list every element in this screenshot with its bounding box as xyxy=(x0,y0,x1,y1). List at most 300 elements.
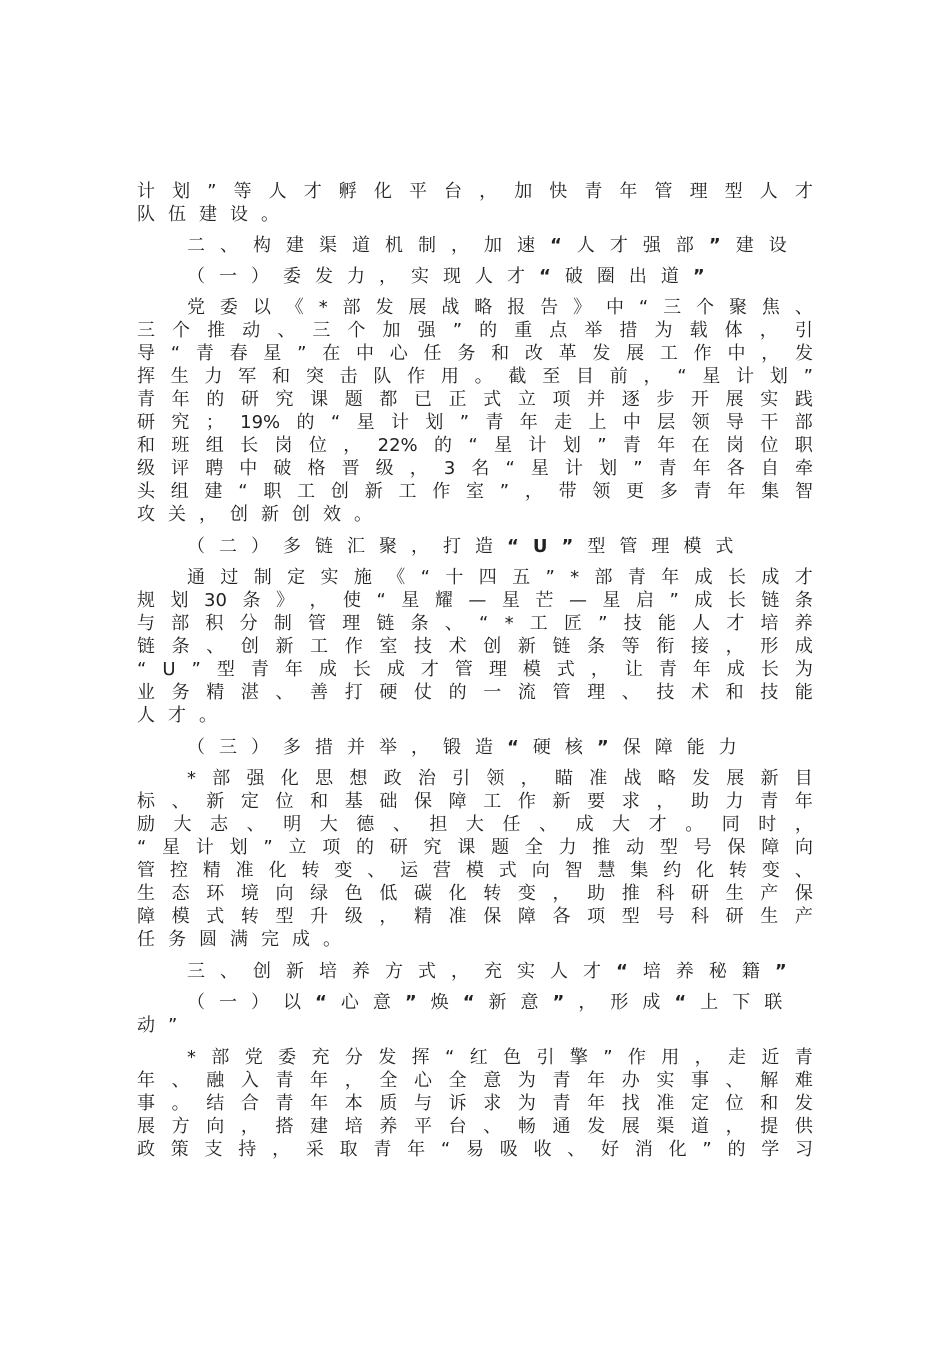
text-line xyxy=(187,736,863,760)
glyph: 个 xyxy=(347,320,366,341)
glyph: 位 xyxy=(725,1093,744,1114)
glyph: 职 xyxy=(794,435,813,456)
text-line xyxy=(137,635,813,659)
glyph: 计 xyxy=(137,181,155,202)
glyph: 导 xyxy=(137,343,155,364)
glyph: 青 xyxy=(658,659,677,680)
glyph: ， xyxy=(656,791,675,812)
glyph: 管 xyxy=(137,860,155,881)
glyph: ， xyxy=(343,435,362,456)
glyph: 研 xyxy=(725,906,744,927)
glyph: 技 xyxy=(656,682,675,703)
glyph: 集 xyxy=(761,481,780,502)
glyph: 易 xyxy=(465,1139,484,1160)
glyph: 条 xyxy=(410,613,429,634)
glyph: 意 xyxy=(483,1070,502,1091)
glyph: 的 xyxy=(727,1139,746,1160)
glyph: 准 xyxy=(589,768,608,789)
glyph: 流 xyxy=(517,682,536,703)
glyph: 合 xyxy=(240,1093,259,1114)
glyph: 班 xyxy=(171,435,190,456)
glyph: 才 xyxy=(583,961,601,982)
glyph: 级 xyxy=(375,458,394,479)
glyph: 想 xyxy=(349,768,368,789)
glyph: — xyxy=(468,590,487,611)
glyph: “ xyxy=(539,266,551,287)
glyph: ” xyxy=(191,659,201,680)
glyph: 结 xyxy=(206,1093,225,1114)
glyph: ” xyxy=(597,435,607,456)
glyph: “ xyxy=(616,961,628,982)
text-line xyxy=(137,503,813,527)
glyph: 志 xyxy=(210,814,229,835)
glyph: 汇 xyxy=(347,536,365,557)
glyph: 年 xyxy=(794,791,813,812)
glyph: 管 xyxy=(619,536,638,557)
glyph: 产 xyxy=(794,906,813,927)
glyph: 理 xyxy=(587,682,606,703)
glyph: 策 xyxy=(170,1139,189,1160)
glyph: 意 xyxy=(372,992,391,1013)
glyph: 理 xyxy=(342,613,361,634)
glyph: 工 xyxy=(529,613,548,634)
glyph: 人 xyxy=(137,705,155,726)
glyph: ” xyxy=(803,366,813,387)
glyph: 启 xyxy=(635,590,654,611)
glyph: 全 xyxy=(448,1070,467,1091)
glyph: 青 xyxy=(275,1093,294,1114)
glyph: ， xyxy=(240,1116,259,1137)
glyph: U xyxy=(532,536,548,557)
glyph: 力 xyxy=(718,737,737,758)
glyph: 在 xyxy=(322,343,341,364)
glyph: ” xyxy=(669,590,679,611)
glyph: 一 xyxy=(483,682,502,703)
glyph: 与 xyxy=(414,1093,432,1114)
glyph: 长 xyxy=(760,659,779,680)
glyph: 评 xyxy=(171,458,190,479)
glyph: 以 xyxy=(252,297,271,318)
glyph: 牵 xyxy=(794,458,813,479)
text-line xyxy=(137,411,813,435)
glyph: 星 xyxy=(263,343,282,364)
glyph: 养 xyxy=(352,961,370,982)
glyph: * xyxy=(318,297,328,318)
glyph: 头 xyxy=(137,481,155,502)
glyph: 收 xyxy=(533,1139,552,1160)
glyph: 和 xyxy=(272,366,291,387)
glyph: 至 xyxy=(542,366,561,387)
text-line xyxy=(137,434,813,458)
glyph: 管 xyxy=(308,613,327,634)
glyph: 全 xyxy=(379,1070,398,1091)
glyph: 新 xyxy=(261,504,279,525)
glyph: 建 xyxy=(310,1116,329,1137)
glyph: 术 xyxy=(691,682,709,703)
glyph: 星 xyxy=(162,837,181,858)
glyph: 位 xyxy=(308,435,327,456)
glyph: 的 xyxy=(206,389,225,410)
glyph: 人 xyxy=(759,181,778,202)
glyph: 能 xyxy=(794,682,813,703)
glyph: 关 xyxy=(168,504,186,525)
glyph: U xyxy=(162,659,176,680)
glyph: 。 xyxy=(323,929,341,950)
glyph: 规 xyxy=(137,590,155,611)
glyph: 聚 xyxy=(729,297,747,318)
text-line xyxy=(137,365,813,389)
glyph: 才 xyxy=(726,613,745,634)
glyph: 项 xyxy=(587,906,606,927)
glyph: 畅 xyxy=(517,1116,536,1137)
glyph: 担 xyxy=(429,814,448,835)
glyph: 模 xyxy=(522,659,541,680)
glyph: 业 xyxy=(137,682,155,703)
glyph: 才 xyxy=(303,181,322,202)
glyph: ； xyxy=(205,412,224,433)
glyph: ， xyxy=(759,320,778,341)
glyph: 才 xyxy=(648,814,667,835)
glyph: 道 xyxy=(691,1116,709,1137)
glyph: 青 xyxy=(485,412,504,433)
glyph: 位 xyxy=(760,435,779,456)
glyph: 为 xyxy=(517,1093,536,1114)
text-line xyxy=(137,704,813,728)
glyph: 化 xyxy=(448,883,467,904)
glyph: 青 xyxy=(760,791,779,812)
glyph: 解 xyxy=(760,1070,779,1091)
glyph: 多 xyxy=(283,536,301,557)
glyph: 部 xyxy=(794,412,813,433)
glyph: 取 xyxy=(339,1139,358,1160)
glyph: 速 xyxy=(517,235,535,256)
glyph: 年 xyxy=(587,1093,606,1114)
glyph: ” xyxy=(708,235,721,256)
glyph: 管 xyxy=(654,181,673,202)
glyph: 精 xyxy=(206,682,225,703)
glyph: 。 xyxy=(685,814,704,835)
glyph: 立 xyxy=(517,389,536,410)
glyph: 模 xyxy=(171,906,190,927)
glyph: 破 xyxy=(564,266,583,287)
glyph: 管 xyxy=(552,682,571,703)
glyph: 推 xyxy=(207,320,226,341)
glyph: 和 xyxy=(725,682,744,703)
glyph: 链 xyxy=(376,613,395,634)
glyph: 委 xyxy=(278,1047,297,1068)
glyph: 创 xyxy=(230,504,248,525)
glyph: 领 xyxy=(691,412,710,433)
glyph: 办 xyxy=(621,1070,640,1091)
glyph: 台 xyxy=(448,1116,467,1137)
glyph: 向 xyxy=(794,837,813,858)
text-line xyxy=(137,836,813,860)
glyph: 大 xyxy=(173,814,192,835)
glyph: 条 xyxy=(171,636,190,657)
glyph: 号 xyxy=(693,837,712,858)
glyph: 研 xyxy=(240,389,259,410)
glyph: 、 xyxy=(444,613,463,634)
glyph: 22% xyxy=(377,435,418,456)
glyph: 链 xyxy=(137,636,155,657)
glyph: 多 xyxy=(283,737,301,758)
glyph: 锻 xyxy=(443,737,461,758)
glyph: ” xyxy=(603,1047,613,1068)
glyph: 提 xyxy=(760,1116,779,1137)
glyph: 年 xyxy=(284,659,303,680)
glyph: 设 xyxy=(768,235,787,256)
glyph: 击 xyxy=(339,366,358,387)
glyph: 位 xyxy=(275,791,294,812)
glyph: 难 xyxy=(794,1070,813,1091)
glyph: 发 xyxy=(587,1116,606,1137)
text-line xyxy=(137,882,813,906)
glyph: * xyxy=(187,1047,196,1068)
glyph: 部 xyxy=(675,235,694,256)
glyph: 。 xyxy=(354,504,372,525)
glyph: 二 xyxy=(187,235,205,256)
text-line xyxy=(137,1092,813,1116)
glyph: 步 xyxy=(656,389,675,410)
glyph: 动 xyxy=(137,1015,155,1036)
glyph: 型 xyxy=(216,659,235,680)
glyph: 青 xyxy=(275,1070,294,1091)
glyph: 年 xyxy=(692,458,711,479)
glyph: 成 xyxy=(694,567,713,588)
glyph: 个 xyxy=(172,320,191,341)
glyph: ” xyxy=(552,992,565,1013)
glyph: 渠 xyxy=(656,1116,675,1137)
glyph: 造 xyxy=(475,737,493,758)
glyph: 诉 xyxy=(448,1093,467,1114)
glyph: “ xyxy=(445,1047,455,1068)
glyph: 级 xyxy=(344,906,363,927)
glyph: 建 xyxy=(204,481,223,502)
glyph: 事 xyxy=(137,1093,155,1114)
glyph: 队 xyxy=(137,204,155,225)
glyph: 湛 xyxy=(240,682,259,703)
glyph: 学 xyxy=(761,1139,780,1160)
glyph: 任 xyxy=(423,343,442,364)
glyph: 用 xyxy=(661,1047,680,1068)
glyph: 条 xyxy=(242,590,261,611)
glyph: 三 xyxy=(312,320,331,341)
glyph: 划 xyxy=(425,412,444,433)
glyph: 充 xyxy=(311,1047,330,1068)
glyph: 政 xyxy=(137,1139,155,1160)
glyph: 军 xyxy=(238,366,257,387)
glyph: 格 xyxy=(307,458,326,479)
glyph: ， xyxy=(479,181,498,202)
glyph: 科 xyxy=(691,906,709,927)
text-line xyxy=(137,813,813,837)
glyph: 大 xyxy=(612,814,631,835)
glyph: ， xyxy=(199,504,217,525)
glyph: 低 xyxy=(379,883,398,904)
glyph: 成 xyxy=(386,659,405,680)
glyph: 政 xyxy=(383,768,402,789)
text-line xyxy=(137,1014,813,1038)
glyph: 青 xyxy=(584,181,603,202)
glyph: 道 xyxy=(660,266,679,287)
glyph: 级 xyxy=(137,458,155,479)
glyph: 等 xyxy=(233,181,252,202)
glyph: ， xyxy=(725,636,744,657)
glyph: 时 xyxy=(758,814,777,835)
glyph: 加 xyxy=(514,181,533,202)
glyph: ” xyxy=(692,266,705,287)
glyph: 研 xyxy=(389,837,408,858)
glyph: 创 xyxy=(240,636,259,657)
glyph: 向 xyxy=(206,1116,225,1137)
glyph: 才 xyxy=(507,266,525,287)
glyph: 保 xyxy=(483,906,502,927)
glyph: ” xyxy=(207,181,217,202)
glyph: 成 xyxy=(694,590,713,611)
glyph: 划 xyxy=(170,590,189,611)
glyph: 善 xyxy=(310,682,329,703)
glyph: “ xyxy=(507,737,519,758)
glyph: 题 xyxy=(491,837,510,858)
glyph: 部 xyxy=(171,613,190,634)
glyph: 打 xyxy=(344,682,363,703)
glyph: ” xyxy=(598,613,608,634)
glyph: 变 xyxy=(761,860,780,881)
glyph: 举 xyxy=(379,737,397,758)
glyph: 才 xyxy=(609,235,628,256)
glyph: 环 xyxy=(206,883,225,904)
glyph: 年 xyxy=(727,481,746,502)
glyph: 、 xyxy=(567,1139,586,1160)
glyph: 个 xyxy=(696,297,715,318)
glyph: 吸 xyxy=(499,1139,518,1160)
glyph: 定 xyxy=(287,567,306,588)
glyph: 星 xyxy=(494,435,513,456)
glyph: 展 xyxy=(725,389,744,410)
glyph: 计 xyxy=(736,366,755,387)
glyph: 找 xyxy=(621,1093,640,1114)
glyph: 自 xyxy=(760,458,779,479)
glyph: 形 xyxy=(760,636,779,657)
glyph: 思 xyxy=(315,768,334,789)
glyph: 制 xyxy=(253,567,272,588)
glyph: 搭 xyxy=(275,1116,294,1137)
glyph: “ xyxy=(315,992,327,1013)
glyph: 大 xyxy=(319,814,338,835)
glyph: 引 xyxy=(536,1047,555,1068)
glyph: 五 xyxy=(512,567,531,588)
glyph: 强 xyxy=(417,320,436,341)
glyph: 能 xyxy=(686,737,705,758)
glyph: 导 xyxy=(726,412,745,433)
glyph: 推 xyxy=(621,883,640,904)
glyph: 才 xyxy=(794,181,813,202)
glyph: 为 xyxy=(794,659,813,680)
glyph: 匠 xyxy=(563,613,582,634)
glyph: 部 xyxy=(594,567,613,588)
glyph: ） xyxy=(251,536,269,557)
glyph: 才 xyxy=(420,659,439,680)
glyph: 生 xyxy=(725,883,744,904)
glyph: 划 xyxy=(229,837,248,858)
glyph: 变 xyxy=(517,883,536,904)
glyph: 境 xyxy=(240,883,259,904)
glyph: 究 xyxy=(423,837,442,858)
glyph: 用 xyxy=(440,366,459,387)
glyph: 求 xyxy=(483,1093,502,1114)
glyph: 加 xyxy=(484,235,502,256)
glyph: 在 xyxy=(691,435,710,456)
glyph: 管 xyxy=(454,659,473,680)
glyph: 党 xyxy=(244,1047,263,1068)
glyph: “ xyxy=(330,412,341,433)
glyph: 各 xyxy=(726,458,745,479)
glyph: 造 xyxy=(475,536,493,557)
glyph: 聚 xyxy=(379,536,397,557)
glyph: 发 xyxy=(592,343,611,364)
glyph: 晋 xyxy=(341,458,360,479)
glyph: 道 xyxy=(352,235,370,256)
glyph: 年 xyxy=(657,435,676,456)
glyph: 接 xyxy=(691,636,709,657)
glyph: 新 xyxy=(364,481,383,502)
glyph: 。 xyxy=(261,204,279,225)
glyph: 链 xyxy=(552,636,571,657)
glyph: 好 xyxy=(601,1139,620,1160)
glyph: 智 xyxy=(794,481,813,502)
glyph: ” xyxy=(297,343,307,364)
glyph: 引 xyxy=(452,768,471,789)
glyph: 划 xyxy=(172,181,191,202)
glyph: ， xyxy=(411,536,429,557)
glyph: 破 xyxy=(273,458,292,479)
glyph: 的 xyxy=(356,837,375,858)
glyph: 。 xyxy=(171,1093,190,1114)
glyph: 3 xyxy=(443,458,456,479)
glyph: 构 xyxy=(253,235,271,256)
glyph: 技 xyxy=(760,682,779,703)
glyph: 中 xyxy=(605,297,624,318)
text-line xyxy=(137,905,813,929)
glyph: 19% xyxy=(240,412,281,433)
glyph: 上 xyxy=(588,412,607,433)
glyph: 实 xyxy=(411,266,429,287)
glyph: 硬 xyxy=(532,737,551,758)
glyph: 实 xyxy=(760,389,779,410)
glyph: 建 xyxy=(199,204,217,225)
glyph: 措 xyxy=(619,320,638,341)
glyph: 式 xyxy=(556,659,575,680)
glyph: 型 xyxy=(621,906,640,927)
glyph: 计 xyxy=(528,435,547,456)
glyph: “ xyxy=(440,1139,451,1160)
glyph: 长 xyxy=(240,435,259,456)
glyph: 化 xyxy=(668,1139,687,1160)
text-line xyxy=(137,388,813,412)
glyph: 伍 xyxy=(168,204,186,225)
glyph: 措 xyxy=(315,737,333,758)
glyph: 划 xyxy=(562,435,581,456)
glyph: 展 xyxy=(626,343,645,364)
glyph: 型 xyxy=(275,906,294,927)
glyph: 焦 xyxy=(761,297,780,318)
glyph: 项 xyxy=(552,389,571,410)
glyph: 才 xyxy=(168,705,186,726)
glyph: 点 xyxy=(549,320,568,341)
glyph: 中 xyxy=(622,412,641,433)
glyph: 务 xyxy=(168,929,186,950)
glyph: 名 xyxy=(471,458,490,479)
